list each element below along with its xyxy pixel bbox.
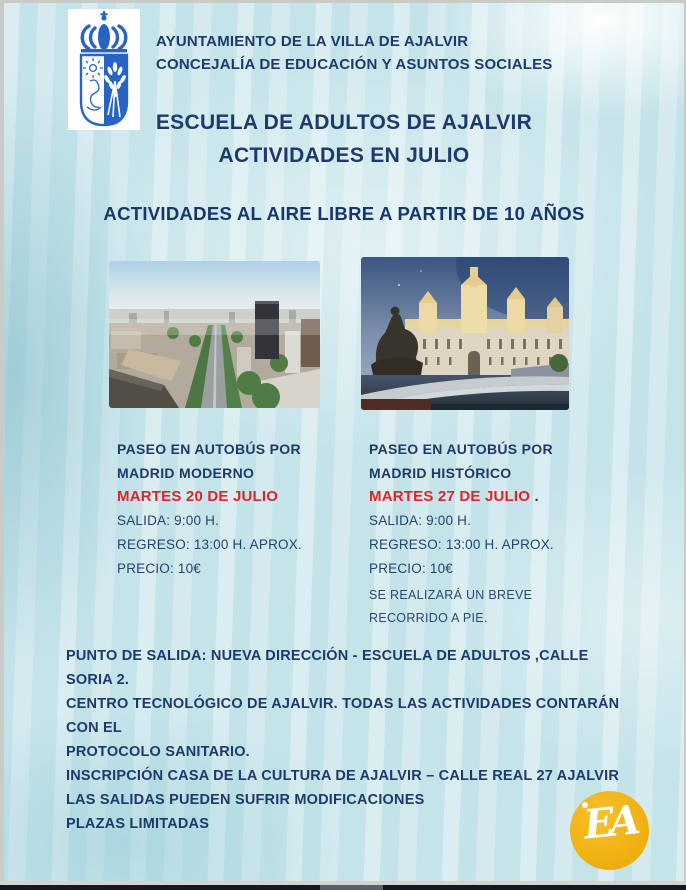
activity-title-line1: PASEO EN AUTOBÚS POR: [117, 441, 301, 457]
escuela-adultos-logo: [570, 791, 649, 870]
ea-logo-text: EA: [581, 796, 638, 849]
activity-date: MARTES 20 DE JULIO: [117, 488, 279, 505]
photo-madrid-historico: [361, 257, 569, 410]
org-name-line2: CONCEJALÍA DE EDUCACIÓN Y ASUNTOS SOCIALES: [156, 56, 553, 73]
horizontal-scrollbar[interactable]: [0, 885, 686, 890]
footer-line: INSCRIPCIÓN CASA DE LA CULTURA DE AJALVIR – CALLE REAL 27 AJALVIR: [66, 768, 620, 784]
activity-detail: REGRESO: 13:00 H. APROX.: [369, 537, 554, 552]
activity-note: SE REALIZARÁ UN BREVE RECORRIDO A PIE.: [369, 588, 533, 625]
activity-detail: PRECIO: 10€: [117, 561, 201, 576]
activity-detail: SALIDA: 9:00 H.: [369, 513, 472, 528]
activity-title-line2: MADRID MODERNO: [117, 465, 255, 481]
footer-line: LAS SALIDAS PUEDEN SUFRIR MODIFICACIONES: [66, 792, 425, 808]
scrollbar-thumb[interactable]: [320, 885, 383, 890]
activity-detail: PRECIO: 10€: [369, 561, 453, 576]
footer-line: CENTRO TECNOLÓGICO DE AJALVIR. TODAS LAS ACTIVIDADES CONTARÁN CON EL: [66, 696, 620, 736]
footer-line: PLAZAS LIMITADAS: [66, 816, 210, 832]
activity-title-line1: PASEO EN AUTOBÚS POR: [369, 441, 553, 457]
footer-line: PROTOCOLO SANITARIO.: [66, 744, 250, 760]
footer-line: PUNTO DE SALIDA: NUEVA DIRECCIÓN - ESCUELA DE ADULTOS ,CALLE SORIA 2.: [66, 648, 589, 688]
activity-madrid-moderno: [117, 437, 367, 581]
activity-detail: SALIDA: 9:00 H.: [117, 513, 220, 528]
footer-info: [66, 644, 626, 836]
page-title-line2: ACTIVIDADES EN JULIO: [218, 144, 470, 167]
activity-madrid-historico: [369, 437, 619, 630]
activity-detail: REGRESO: 13:00 H. APROX.: [117, 537, 302, 552]
flyer-page: [4, 3, 684, 881]
page-title-line1: ESCUELA DE ADULTOS DE AJALVIR: [155, 111, 533, 134]
photo-madrid-moderno: [109, 261, 320, 408]
activity-title-line2: MADRID HISTÓRICO: [369, 465, 512, 481]
subtitle: ACTIVIDADES AL AIRE LIBRE A PARTIR DE 10 AÑOS: [103, 203, 585, 224]
org-name: [156, 30, 553, 76]
org-name-line1: AYUNTAMIENTO DE LA VILLA DE AJALVIR: [156, 33, 469, 50]
activity-date: MARTES 27 DE JULIO .: [369, 488, 539, 505]
